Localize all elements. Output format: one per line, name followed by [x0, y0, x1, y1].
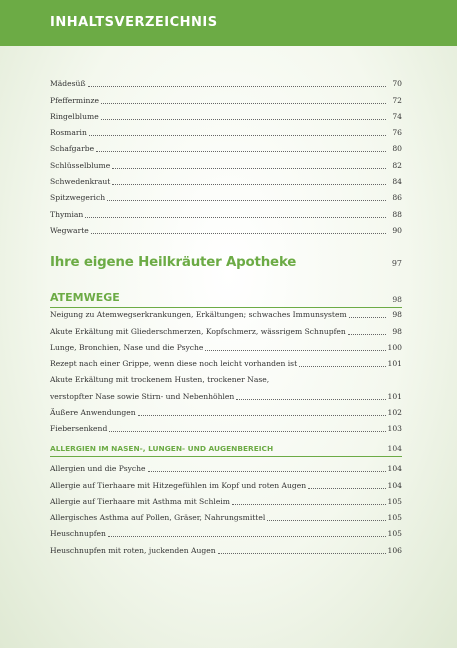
header-bar	[0, 0, 457, 46]
section-heading[interactable]	[50, 255, 402, 270]
toc-entry[interactable]	[50, 303, 402, 319]
toc-entry[interactable]	[50, 202, 402, 218]
chapter1-list	[50, 303, 402, 433]
toc-entry-page: 101	[387, 359, 402, 369]
dot-leader	[91, 232, 386, 234]
dot-leader	[349, 316, 386, 318]
toc-entry[interactable]	[50, 105, 402, 121]
chapter2-list	[50, 457, 402, 555]
toc-entry-label: Mädesüß	[50, 79, 86, 89]
dot-leader	[89, 134, 386, 136]
herb-list	[50, 72, 402, 235]
toc-entry-page: 74	[392, 111, 402, 121]
dot-leader	[218, 552, 386, 554]
dot-leader	[109, 430, 385, 432]
section-page: 97	[391, 259, 402, 268]
toc-entry-page: 98	[392, 310, 402, 320]
toc-entry-label: Akute Erkältung mit Gliederschmerzen, Kopfschmerz, wässrigem Schnupfen	[50, 326, 346, 336]
toc-entry-label: verstopfter Nase sowie Stirn- und Nebenhöhlen	[50, 391, 235, 401]
toc-entry-page: 104	[387, 464, 402, 474]
dot-leader	[299, 365, 385, 367]
toc-entry-label: Allergie auf Tierhaare mit Hitzegefühlen im Kopf und roten Augen	[50, 480, 307, 490]
toc-entry-label: Heuschnupfen mit roten, juckenden Augen	[50, 545, 216, 555]
dot-leader	[101, 102, 386, 104]
toc-entry-page: 84	[392, 177, 402, 187]
chapter-page: 98	[392, 295, 402, 304]
toc-entry-page: 72	[392, 95, 402, 105]
dot-leader	[236, 398, 385, 400]
toc-entry-page: 105	[387, 513, 402, 523]
toc-entry-page: 70	[392, 79, 402, 89]
toc-entry[interactable]	[50, 457, 402, 473]
toc-entry-label: Lunge, Bronchien, Nase und die Psyche	[50, 342, 204, 352]
toc-entry-page: 98	[392, 326, 402, 336]
toc-entry[interactable]	[50, 401, 402, 417]
toc-entry[interactable]	[50, 219, 402, 235]
section-title: Ihre eigene Heilkräuter Apotheke	[50, 255, 297, 270]
toc-entry-label: Pfefferminze	[50, 95, 99, 105]
toc-entry-page: 100	[387, 342, 402, 352]
toc-entry[interactable]	[50, 121, 402, 137]
toc-entry[interactable]	[50, 137, 402, 153]
toc-entry[interactable]	[50, 538, 402, 554]
dot-leader	[101, 118, 386, 120]
toc-entry-label: Rezept nach einer Grippe, wenn diese noch leicht vorhanden ist	[50, 359, 298, 369]
toc-entry-label: Schlüsselblume	[50, 160, 111, 170]
toc-entry-page: 76	[392, 128, 402, 138]
toc-entry-label: Thymian	[50, 209, 84, 219]
toc-entry-label: Neigung zu Atemwegserkrankungen, Erkältungen; schwaches Immunsystem	[50, 310, 347, 320]
toc-entry[interactable]	[50, 506, 402, 522]
page-title: INHALTSVERZEICHNIS	[50, 15, 218, 30]
toc-entry-page: 90	[392, 225, 402, 235]
toc-entry-page: 106	[387, 545, 402, 555]
toc-entry[interactable]	[50, 336, 402, 352]
dot-leader	[85, 216, 386, 218]
toc-entry-label: Heuschnupfen	[50, 529, 106, 539]
toc-entry-page: 104	[387, 480, 402, 490]
toc-entry-page: 105	[387, 529, 402, 539]
toc-entry-label: Ringelblume	[50, 111, 99, 121]
toc-entry[interactable]	[50, 522, 402, 538]
toc-entry-label: Schafgarbe	[50, 144, 95, 154]
dot-leader	[148, 470, 386, 472]
toc-entry-line1[interactable]	[50, 368, 402, 384]
dot-leader	[112, 167, 386, 169]
chapter-title: ALLERGIEN IM NASEN-, LUNGEN- UND AUGENBEREICH	[50, 444, 274, 453]
toc-entry-page: 103	[387, 424, 402, 434]
toc-entry-page: 101	[387, 391, 402, 401]
toc-entry-page: 105	[387, 496, 402, 506]
toc-entry-label: Allergisches Asthma auf Pollen, Gräser, Nahrungsmittel	[50, 513, 266, 523]
dot-leader	[138, 414, 386, 416]
toc-entry[interactable]	[50, 384, 402, 400]
toc-entry[interactable]	[50, 88, 402, 104]
toc-entry-label-line1: Akute Erkältung mit trockenem Husten, trockener Nase,	[50, 375, 270, 385]
dot-leader	[108, 535, 386, 537]
toc-entry-page: 86	[392, 193, 402, 203]
toc-entry-label: Allergien und die Psyche	[50, 464, 146, 474]
dot-leader	[308, 487, 385, 489]
dot-leader	[232, 503, 386, 505]
toc-entry-label: Äußere Anwendungen	[50, 408, 136, 418]
toc-entry-page: 80	[392, 144, 402, 154]
chapter-title: ATEMWEGE	[50, 291, 120, 304]
toc-entry-page: 82	[392, 160, 402, 170]
toc-entry-page: 102	[387, 408, 402, 418]
dot-leader	[267, 519, 385, 521]
toc-entry[interactable]	[50, 417, 402, 433]
dot-leader	[96, 150, 386, 152]
toc-entry[interactable]	[50, 72, 402, 88]
toc-entry-label: Spitzwegerich	[50, 193, 106, 203]
toc-entry-label: Fiebersenkend	[50, 424, 108, 434]
dot-leader	[348, 333, 386, 335]
toc-entry-label: Rosmarin	[50, 128, 87, 138]
toc-entry-label: Schwedenkraut	[50, 177, 111, 187]
chapter-page: 104	[387, 444, 402, 453]
dot-leader	[112, 183, 386, 185]
toc-entry[interactable]	[50, 490, 402, 506]
chapter-heading-allergien[interactable]	[50, 444, 402, 457]
toc-entry-page: 88	[392, 209, 402, 219]
toc-entry[interactable]	[50, 352, 402, 368]
dot-leader	[205, 349, 385, 351]
toc-entry[interactable]	[50, 473, 402, 489]
toc-entry[interactable]	[50, 170, 402, 186]
toc-entry[interactable]	[50, 153, 402, 169]
toc-entry[interactable]	[50, 319, 402, 335]
toc-entry-label: Wegwarte	[50, 225, 89, 235]
toc-entry[interactable]	[50, 186, 402, 202]
dot-leader	[88, 85, 386, 87]
toc-entry-label: Allergie auf Tierhaare mit Asthma mit Schleim	[50, 496, 230, 506]
dot-leader	[107, 199, 386, 201]
